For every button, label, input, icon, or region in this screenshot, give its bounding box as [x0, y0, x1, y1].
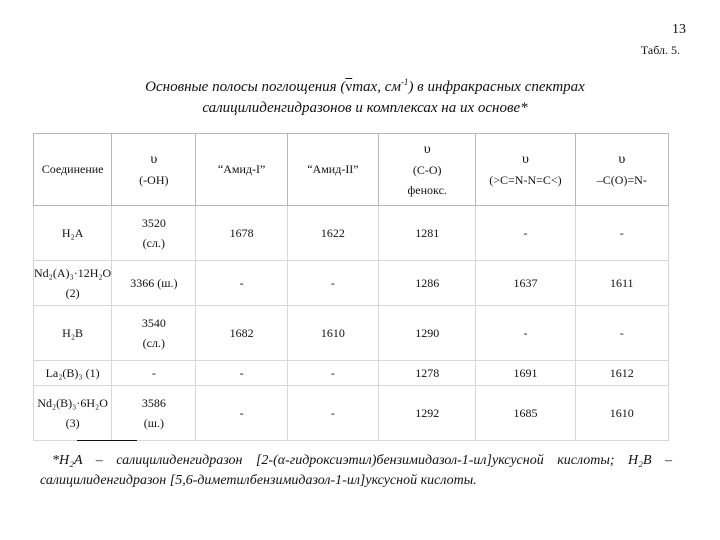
cell-oh [112, 206, 196, 261]
cell-oh-note: (сл.) [142, 236, 165, 250]
cell-cnnc: - [476, 306, 575, 361]
caption-line2: салицилиденгидразонов и комплексах на их основе* [202, 100, 528, 116]
table-row [34, 261, 669, 306]
table-row [34, 206, 669, 261]
header-co-symbol: υ [423, 141, 431, 157]
cell-oh-value: 3520 [141, 216, 166, 230]
footnote-divider [77, 440, 137, 441]
cell-amide2: - [287, 386, 378, 441]
table-row [34, 386, 669, 441]
cell-con: - [575, 306, 668, 361]
header-compound: Соединение [34, 134, 112, 206]
cell-co: 1281 [379, 206, 476, 261]
header-cnnc-label: (>C=N-N=C<) [489, 172, 562, 187]
header-amide2: “Амид-II” [287, 134, 378, 206]
footnote: *H₂A – салицилиденгидразон [2-(α-гидроксиэтил)бензимидазол-1-ил]уксусной кислоты; H₂B – салицилиденгидразон [5,6-диметилбензимидазол-1-ил]уксусной кислоты. [40, 453, 672, 488]
header-co [379, 134, 476, 206]
cell-co: 1278 [379, 361, 476, 386]
table-row [34, 361, 669, 386]
header-co-sub: фенокс. [407, 182, 447, 197]
cell-con: 1610 [575, 386, 668, 441]
cell-con: - [575, 206, 668, 261]
header-oh [112, 134, 196, 206]
cell-oh [112, 306, 196, 361]
cell-oh-note: (ш.) [143, 416, 164, 430]
cell-compound-name: Nd₂(B)₃·6H₂O [37, 396, 108, 410]
cell-oh: - [112, 361, 196, 386]
cell-co: 1290 [379, 306, 476, 361]
cell-oh-value: 3586 [141, 396, 166, 410]
cell-compound: H₂A [34, 206, 112, 261]
cell-compound [34, 261, 112, 306]
cell-oh-note: (сл.) [142, 336, 165, 350]
header-oh-symbol: υ [150, 151, 158, 167]
header-amide1: “Амид-I” [196, 134, 287, 206]
caption-part3: ) в инфракрасных спектрах [408, 79, 585, 95]
table-row [34, 306, 669, 361]
cell-compound [34, 386, 112, 441]
header-con-label: –C(O)=N- [596, 172, 647, 187]
ir-spectra-table [33, 133, 669, 441]
table-caption [60, 72, 670, 119]
cell-compound: La₂(B)₃ (1) [34, 361, 112, 386]
cell-compound-name: Nd₂(A)₃·12H₂O [34, 266, 112, 280]
caption-part2: max, см [352, 79, 401, 95]
header-oh-label: (-OH) [139, 172, 169, 187]
header-cnnc-symbol: υ [522, 151, 529, 167]
cell-cnnc: - [476, 206, 575, 261]
header-co-label: (C-O) [412, 162, 442, 177]
header-row [34, 134, 669, 206]
cell-oh [112, 386, 196, 441]
cell-amide1: 1682 [196, 306, 287, 361]
cell-amide1: 1678 [196, 206, 287, 261]
cell-con: 1611 [575, 261, 668, 306]
header-cnnc [476, 134, 575, 206]
cell-amide1: - [196, 261, 287, 306]
cell-compound: H₂B [34, 306, 112, 361]
cell-con: 1612 [575, 361, 668, 386]
caption-nu-symbol: $\overline{\nu}$ [345, 79, 353, 95]
cell-oh: 3366 (ш.) [112, 261, 196, 306]
cell-amide1: - [196, 361, 287, 386]
table-label: Табл. 5. [640, 43, 680, 57]
caption-superscript: -1 [400, 77, 409, 87]
header-con-symbol: υ [618, 151, 626, 167]
cell-co: 1286 [379, 261, 476, 306]
cell-compound-number: (3) [65, 416, 80, 430]
page-number: 13 [672, 22, 686, 37]
cell-amide2: 1610 [287, 306, 378, 361]
cell-cnnc: 1685 [476, 386, 575, 441]
cell-co: 1292 [379, 386, 476, 441]
cell-amide2: - [287, 261, 378, 306]
cell-oh-value: 3540 [141, 316, 166, 330]
cell-cnnc: 1691 [476, 361, 575, 386]
cell-compound-number: (2) [65, 286, 80, 300]
caption-part1: Основные полосы поглощения ( [145, 79, 346, 95]
header-con [575, 134, 668, 206]
cell-amide1: - [196, 386, 287, 441]
cell-cnnc: 1637 [476, 261, 575, 306]
cell-amide2: 1622 [287, 206, 378, 261]
cell-amide2: - [287, 361, 378, 386]
